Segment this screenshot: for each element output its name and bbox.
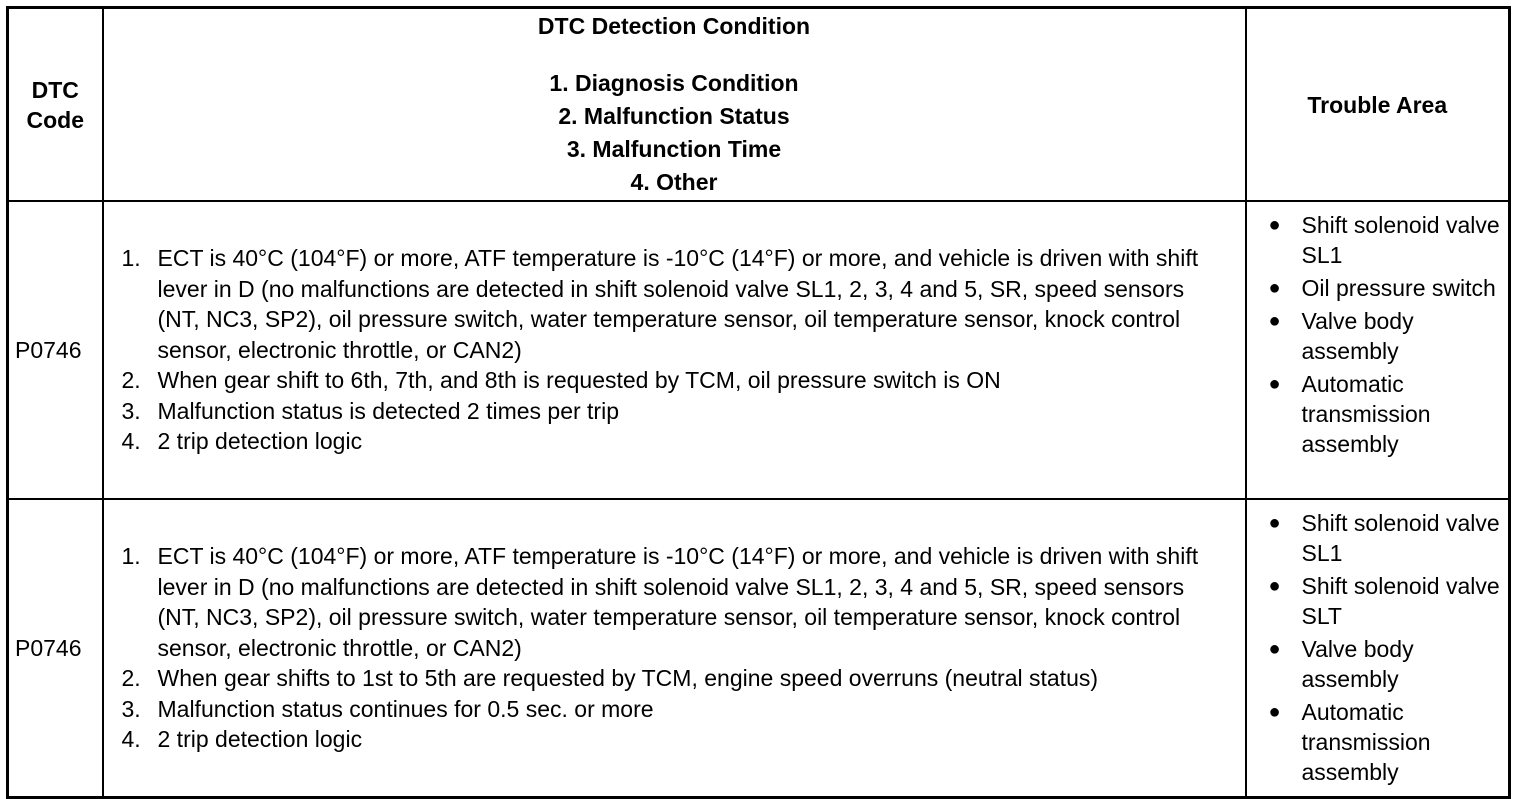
table-header-row (8, 8, 1510, 202)
trouble-area-cell (1246, 499, 1510, 798)
trouble-area-item (1269, 273, 1501, 303)
trouble-area-text: Shift solenoid valve SL1 (1301, 212, 1500, 268)
trouble-area-item (1269, 508, 1501, 568)
dtc-table (6, 6, 1511, 799)
condition-number: 1. (121, 245, 141, 272)
trouble-area-text: Automatic transmission assembly (1301, 371, 1431, 457)
header-condition-item: 2. Malfunction Status (558, 102, 790, 129)
header-detection-condition (103, 8, 1246, 202)
header-trouble-area: Trouble Area (1246, 8, 1510, 202)
condition-item (122, 243, 1215, 365)
condition-item (122, 694, 1215, 725)
condition-number: 4. (121, 726, 141, 753)
trouble-area-text: Valve body assembly (1301, 636, 1414, 692)
condition-text: When gear shift to 6th, 7th, and 8th is requested by TCM, oil pressure switch is ON (157, 367, 1001, 394)
bullet-icon: ● (1268, 277, 1281, 299)
trouble-area-text: Shift solenoid valve SLT (1301, 573, 1500, 629)
condition-text: 2 trip detection logic (157, 428, 363, 455)
condition-text: Malfunction status is detected 2 times per trip (157, 397, 619, 424)
bullet-icon: ● (1268, 701, 1281, 723)
trouble-area-list (1269, 508, 1501, 787)
condition-text: 2 trip detection logic (157, 726, 363, 753)
condition-text: ECT is 40°C (104°F) or more, ATF temperature is -10°C (14°F) or more, and vehicle is driven with shift lever in D (no malfunctions are detected in shift solenoid valve SL1, 2, 3, 4 and 5, SR, speed sensors (NT, NC3, SP2), oil pressure switch, water temperature sensor, oil temperature sensor, knock control sensor, electronic throttle, or CAN2) (157, 245, 1199, 363)
bullet-icon: ● (1268, 638, 1281, 660)
condition-number: 1. (121, 543, 141, 570)
condition-cell (103, 499, 1246, 798)
condition-cell (103, 201, 1246, 499)
condition-number: 4. (121, 428, 141, 455)
header-dtc-code-line1: DTC (31, 76, 79, 103)
bullet-icon: ● (1268, 512, 1281, 534)
trouble-area-item (1269, 210, 1501, 270)
bullet-icon: ● (1268, 310, 1281, 332)
trouble-area-text: Valve body assembly (1301, 308, 1414, 364)
condition-number: 3. (121, 397, 141, 424)
condition-item (122, 724, 1215, 755)
header-dtc-code (8, 8, 103, 202)
dtc-code-cell: P0746 (8, 499, 103, 798)
header-condition-item: 3. Malfunction Time (566, 135, 782, 162)
trouble-area-item (1269, 571, 1501, 631)
condition-number: 3. (121, 695, 141, 722)
trouble-area-text: Shift solenoid valve SL1 (1301, 510, 1500, 566)
table-row (8, 201, 1510, 499)
header-condition-title: DTC Detection Condition (537, 12, 811, 39)
bullet-icon: ● (1268, 214, 1281, 236)
condition-item (122, 663, 1215, 694)
trouble-area-cell (1246, 201, 1510, 499)
trouble-area-item (1269, 306, 1501, 366)
bullet-icon: ● (1268, 575, 1281, 597)
condition-text: ECT is 40°C (104°F) or more, ATF temperature is -10°C (14°F) or more, and vehicle is driven with shift lever in D (no malfunctions are detected in shift solenoid valve SL1, 2, 3, 4 and 5, SR, speed sensors (NT, NC3, SP2), oil pressure switch, water temperature sensor, oil temperature sensor, knock control sensor, electronic throttle, or CAN2) (157, 543, 1199, 661)
condition-text: Malfunction status continues for 0.5 sec. or more (157, 695, 654, 722)
dtc-code-cell: P0746 (8, 201, 103, 499)
condition-item (122, 365, 1215, 396)
dtc-table-container (6, 6, 1511, 799)
trouble-area-text: Oil pressure switch (1301, 275, 1496, 301)
header-condition-list (104, 67, 1245, 199)
trouble-area-text: Automatic transmission assembly (1301, 699, 1431, 785)
condition-list (122, 243, 1215, 457)
condition-item (122, 541, 1215, 663)
header-condition-item: 4. Other (630, 168, 718, 195)
condition-item (122, 426, 1215, 457)
bullet-icon: ● (1268, 373, 1281, 395)
condition-number: 2. (121, 367, 141, 394)
condition-item (122, 396, 1215, 427)
table-row (8, 499, 1510, 798)
trouble-area-item (1269, 369, 1501, 459)
condition-number: 2. (121, 665, 141, 692)
trouble-area-item (1269, 634, 1501, 694)
condition-text: When gear shifts to 1st to 5th are requested by TCM, engine speed overruns (neutral status) (157, 665, 1099, 692)
header-dtc-code-line2: Code (26, 106, 84, 133)
trouble-area-list (1269, 210, 1501, 459)
trouble-area-item (1269, 697, 1501, 787)
condition-list (122, 541, 1215, 755)
header-condition-item: 1. Diagnosis Condition (549, 69, 799, 96)
